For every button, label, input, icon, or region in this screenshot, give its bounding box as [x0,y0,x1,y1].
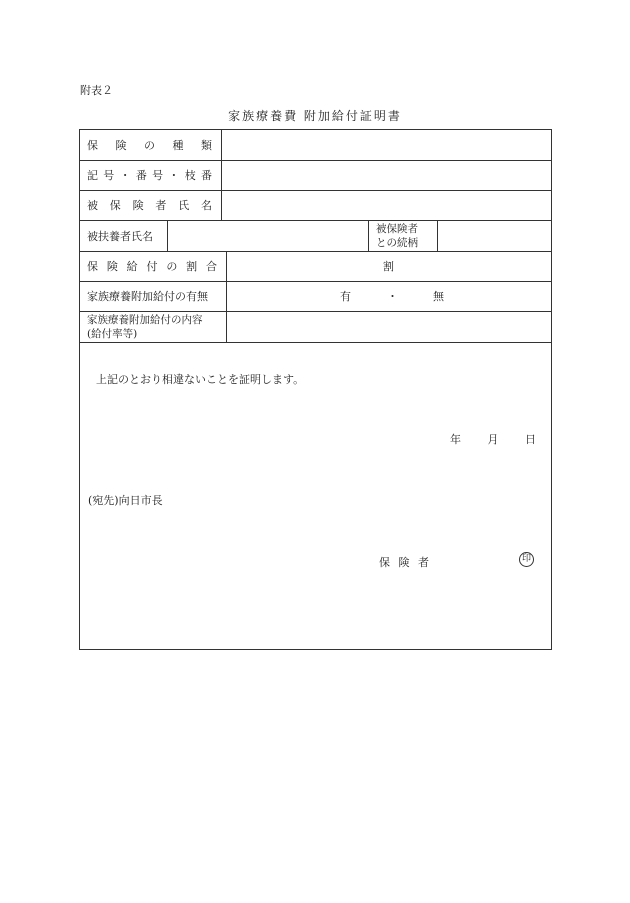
document-title: 家族療養費 附加給付証明書 [228,109,402,123]
certificate-form [79,129,552,650]
row-symbol-number [80,160,551,191]
dependent-name-field[interactable] [168,220,368,251]
insured-name-field[interactable] [222,190,551,220]
insurance-type-label: 保 険 の 種 類 [87,139,212,152]
date-day: 日 [525,433,536,446]
row-additional-benefit [80,281,551,312]
insurance-type-field[interactable] [222,130,551,160]
option-yes[interactable]: 有 [340,290,351,303]
row-dependent [80,220,551,252]
row-benefit-details [80,311,551,343]
benefit-details-field[interactable] [227,311,551,342]
row-insurance-type [80,130,551,161]
additional-benefit-field [227,281,551,311]
dependent-name-label: 被扶養者氏名 [87,229,153,243]
option-separator: ・ [387,290,398,303]
insured-name-label: 被 保 険 者 氏 名 [87,199,212,212]
ratio-unit: 割 [383,260,394,273]
row-benefit-ratio [80,251,551,282]
annex-label: 附表２ [80,84,113,97]
addressee: (宛先)向日市長 [88,494,163,507]
row-insured-name [80,190,551,221]
seal-mark: 印 [519,552,534,567]
date-month: 月 [487,433,499,446]
relationship-label: 被保険者 との続柄 [376,222,418,249]
relationship-field[interactable] [438,220,551,251]
additional-benefit-label: 家族療養附加給付の有無 [87,290,208,303]
symbol-number-field[interactable] [222,160,551,190]
date-year: 年 [450,433,461,446]
benefit-details-label: 家族療養附加給付の内容 (給付率等) [87,313,203,340]
certification-area [80,342,551,649]
certification-statement: 上記のとおり相違ないことを証明します。 [96,373,305,386]
option-no[interactable]: 無 [433,290,444,303]
insurer-label: 保 険 者 [379,556,429,569]
benefit-ratio-field[interactable] [227,251,551,281]
benefit-ratio-label: 保 険 給 付 の 割 合 [87,260,217,273]
symbol-number-label: 記 号 ・ 番 号 ・ 枝 番 [87,169,212,182]
certification-date[interactable] [450,431,536,447]
